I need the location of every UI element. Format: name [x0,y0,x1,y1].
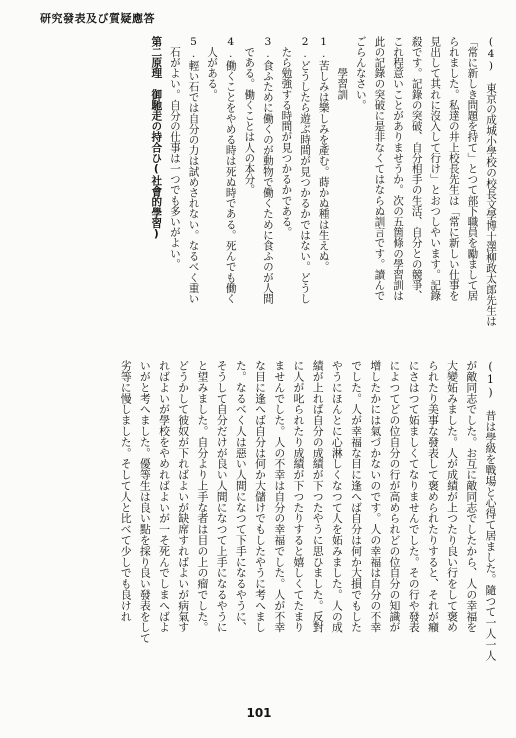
text-line: によつてどの位自分の行が高められどの位自分の知識が [387,360,401,633]
text-line: やうにほんとに心淋しくなつて人を妬みました。人の成 [330,360,344,633]
bottom-text-block [30,360,500,700]
text-line: に人が叱られたり成績が下つたりすると嬉しくてたまり [291,360,305,633]
text-line: これ程意いことがありませうか。次の五箇條の學習訓は [392,36,405,301]
text-line: られたり美事な發表して褒められたりすると、それが癪 [426,360,440,633]
text-line: どうかして彼奴が下ればよいが缺席すればよいが病氣す [176,360,190,633]
text-line: にさはつて妬ましくてなりませんでした。その行や發表 [407,360,421,633]
text-line: が敵同志でした。お互に敵同志でしたから、人の幸福を [464,360,478,633]
text-line: いがと考へました。優等生は良い點を採り良い發表をして [138,360,152,644]
text-line: 5.輕い石では自分の力は試めされない。なるべく重い [187,36,200,304]
text-line: 3.食ふために働くのが動物で働くために食ふのが人間 [261,36,274,304]
text-line: 石がよい。自分の仕事は一つでも多いがよい。 [168,36,181,270]
text-line: である。働くことは人の本分。 [243,36,256,195]
text-line: 1.苦しみは樂しみを產む。蒔かぬ種は生えぬ。 [317,36,330,272]
text-line: 見出して其れに沒入して行け」とおつしやいます。記錄 [429,36,442,301]
text-line: 大變妬みました。人が成績が上つたり良い行をして褒め [445,360,459,633]
text-line: 殺です。記錄の突破、自分相手の生活、自分との競爭、 [410,36,423,301]
text-line: (1) 昔は學級を戰場と心得て居ました。隨つて一人一人 [484,360,497,661]
text-line: 學習訓 [336,36,349,100]
text-line: ませんでした。人の不幸は自分の幸福でした。人が不幸 [272,360,286,633]
text-line: 2.どうしたら遊ぶ時間が見つかるかではない。どうし [299,36,312,304]
text-line: 劣等に慢しました。そして人と比べて少しでも良けれ [119,360,133,622]
text-line: 人がある。 [206,36,219,100]
top-text-block [24,36,500,336]
page-number: 101 [246,706,272,720]
text-line: と望みました。自分より上手な者は目の上の瘤でした。 [195,360,209,633]
text-line: でした。人が幸福な目に逢へば自分は何か大損でもした [349,360,363,633]
text-line: 此の記錄の突破に是非なくてはならぬ訓言です。讀んで [373,36,386,301]
text-line: (4) 東京の成城小學校の校長文學博士澤柳政太郎先生は [485,36,497,327]
text-line: 4.働くことをやめる時は死ぬ時である。死んでも働く [224,36,237,304]
text-line: たら勉強する時間が見つかるかである。 [280,36,293,238]
text-line: 「常に新しき問題を持て」とつて部下職員を勵まして居 [466,36,479,301]
text-line: られました。私達の井上校長先生は「常に新しい仕事を [447,36,460,301]
running-header: 研究發表及び質疑應答 [40,12,155,25]
text-line: 增したかには氣づかないのです。人の幸福は自分の不幸 [368,360,382,633]
text-line: な目に逢へば自分は何か大儲けでもしたやうに考へまし [253,360,267,633]
text-line: ごらんなさい。 [354,36,367,111]
section-heading: 第二原理 御馳走の持合ひ(社會的學習) [150,36,163,241]
text-line: ればよいが學校をやめればよいが一そ死んでしまへばよ [157,360,171,633]
text-line: 績が上れば自分の成績が下つたやうに思ひました。反對 [311,360,325,633]
text-line: そうして自分だけが良い人間になつて上手になるやうに [215,360,229,633]
text-line: た。なるべく人は惡い人間になつて下手になるやうに、 [234,360,248,633]
